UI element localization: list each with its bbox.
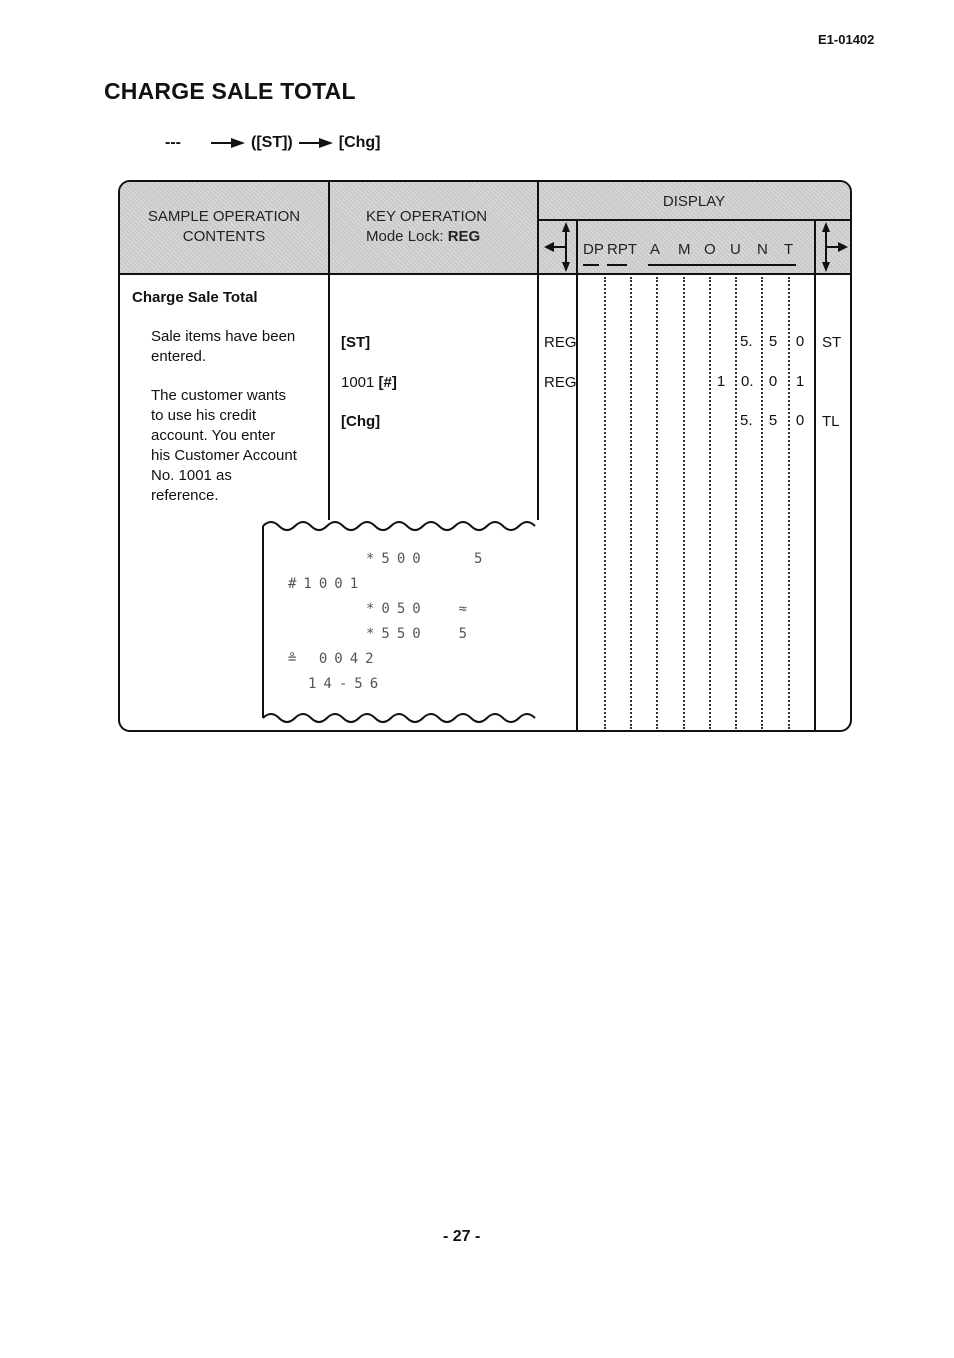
display-status-row3: TL [822,413,840,430]
display-col-rpt: RPT [607,241,637,258]
header-key-operation: KEY OPERATION Mode Lock: REG [366,208,488,245]
underline [648,264,796,266]
display-digit: 5. [740,412,753,429]
page-title: CHARGE SALE TOTAL [104,78,356,104]
display-digit: 1 [716,373,726,390]
display-col-o: O [704,241,716,258]
display-digit: 5. [740,333,753,350]
divider [120,273,850,275]
display-digit: 5 [768,412,778,429]
header-sample-operation: SAMPLE OPERATION CONTENTS [147,208,301,245]
key-account-number: 1001 [#] [341,374,397,391]
header-display: DISPLAY [662,193,726,210]
receipt-line: ≗ 0042 [288,651,381,667]
arrow-right-icon [299,137,333,149]
contents-paragraph-1: Sale items have been entered. [151,328,296,365]
mode-lock-value: REG [447,228,481,245]
key-st: [ST] [341,334,371,351]
display-digit: 0. [741,373,754,390]
receipt-line: #1001 [288,576,366,592]
arrows-right-icon [818,222,848,272]
display-mode-row2: REG [544,374,577,391]
underline [607,264,627,266]
sequence-step-st: ([ST]) [250,134,293,151]
display-grid-line [735,277,737,729]
divider [814,220,816,730]
display-col-u: U [730,241,741,258]
receipt-line: *550 5 [366,626,475,642]
operation-table [118,180,852,732]
key-chg: [Chg] [341,413,381,430]
display-col-m: M [678,241,691,258]
display-grid-line [604,277,606,729]
display-digit: 0 [795,333,805,350]
display-col-t: T [784,241,794,258]
display-grid-line [683,277,685,729]
display-digit: 1 [795,373,805,390]
arrows-left-icon [544,222,574,272]
contents-paragraph-2: The customer wants to use his credit account. You enter his Customer Account No. 1001 as reference. [151,387,297,504]
underline [583,264,599,266]
document-id: E1-01402 [818,32,875,47]
receipt-line: *500 5 [366,551,490,567]
display-status-row1: ST [822,334,842,351]
display-digit: 5 [768,333,778,350]
display-grid-line [761,277,763,729]
receipt [262,520,540,730]
sequence-step-chg: [Chg] [338,134,381,151]
display-digit: 0 [795,412,805,429]
display-grid-line [630,277,632,729]
arrow-right-icon [211,137,245,149]
display-mode-row1: REG [544,334,577,351]
display-grid-line [709,277,711,729]
display-digit: 0 [768,373,778,390]
display-grid-line [788,277,790,729]
contents-heading: Charge Sale Total [132,289,258,306]
display-col-n: N [757,241,768,258]
divider [538,219,850,221]
receipt-line: 14-56 [308,676,386,692]
display-col-a: A [650,241,661,258]
display-col-dp: DP [583,241,604,258]
display-grid-line [656,277,658,729]
key-sequence [165,134,381,152]
sequence-prefix: --- [165,134,181,151]
page-number: - 27 - [443,1228,481,1245]
receipt-line: *050 ≈ [366,601,475,617]
divider [576,220,578,730]
